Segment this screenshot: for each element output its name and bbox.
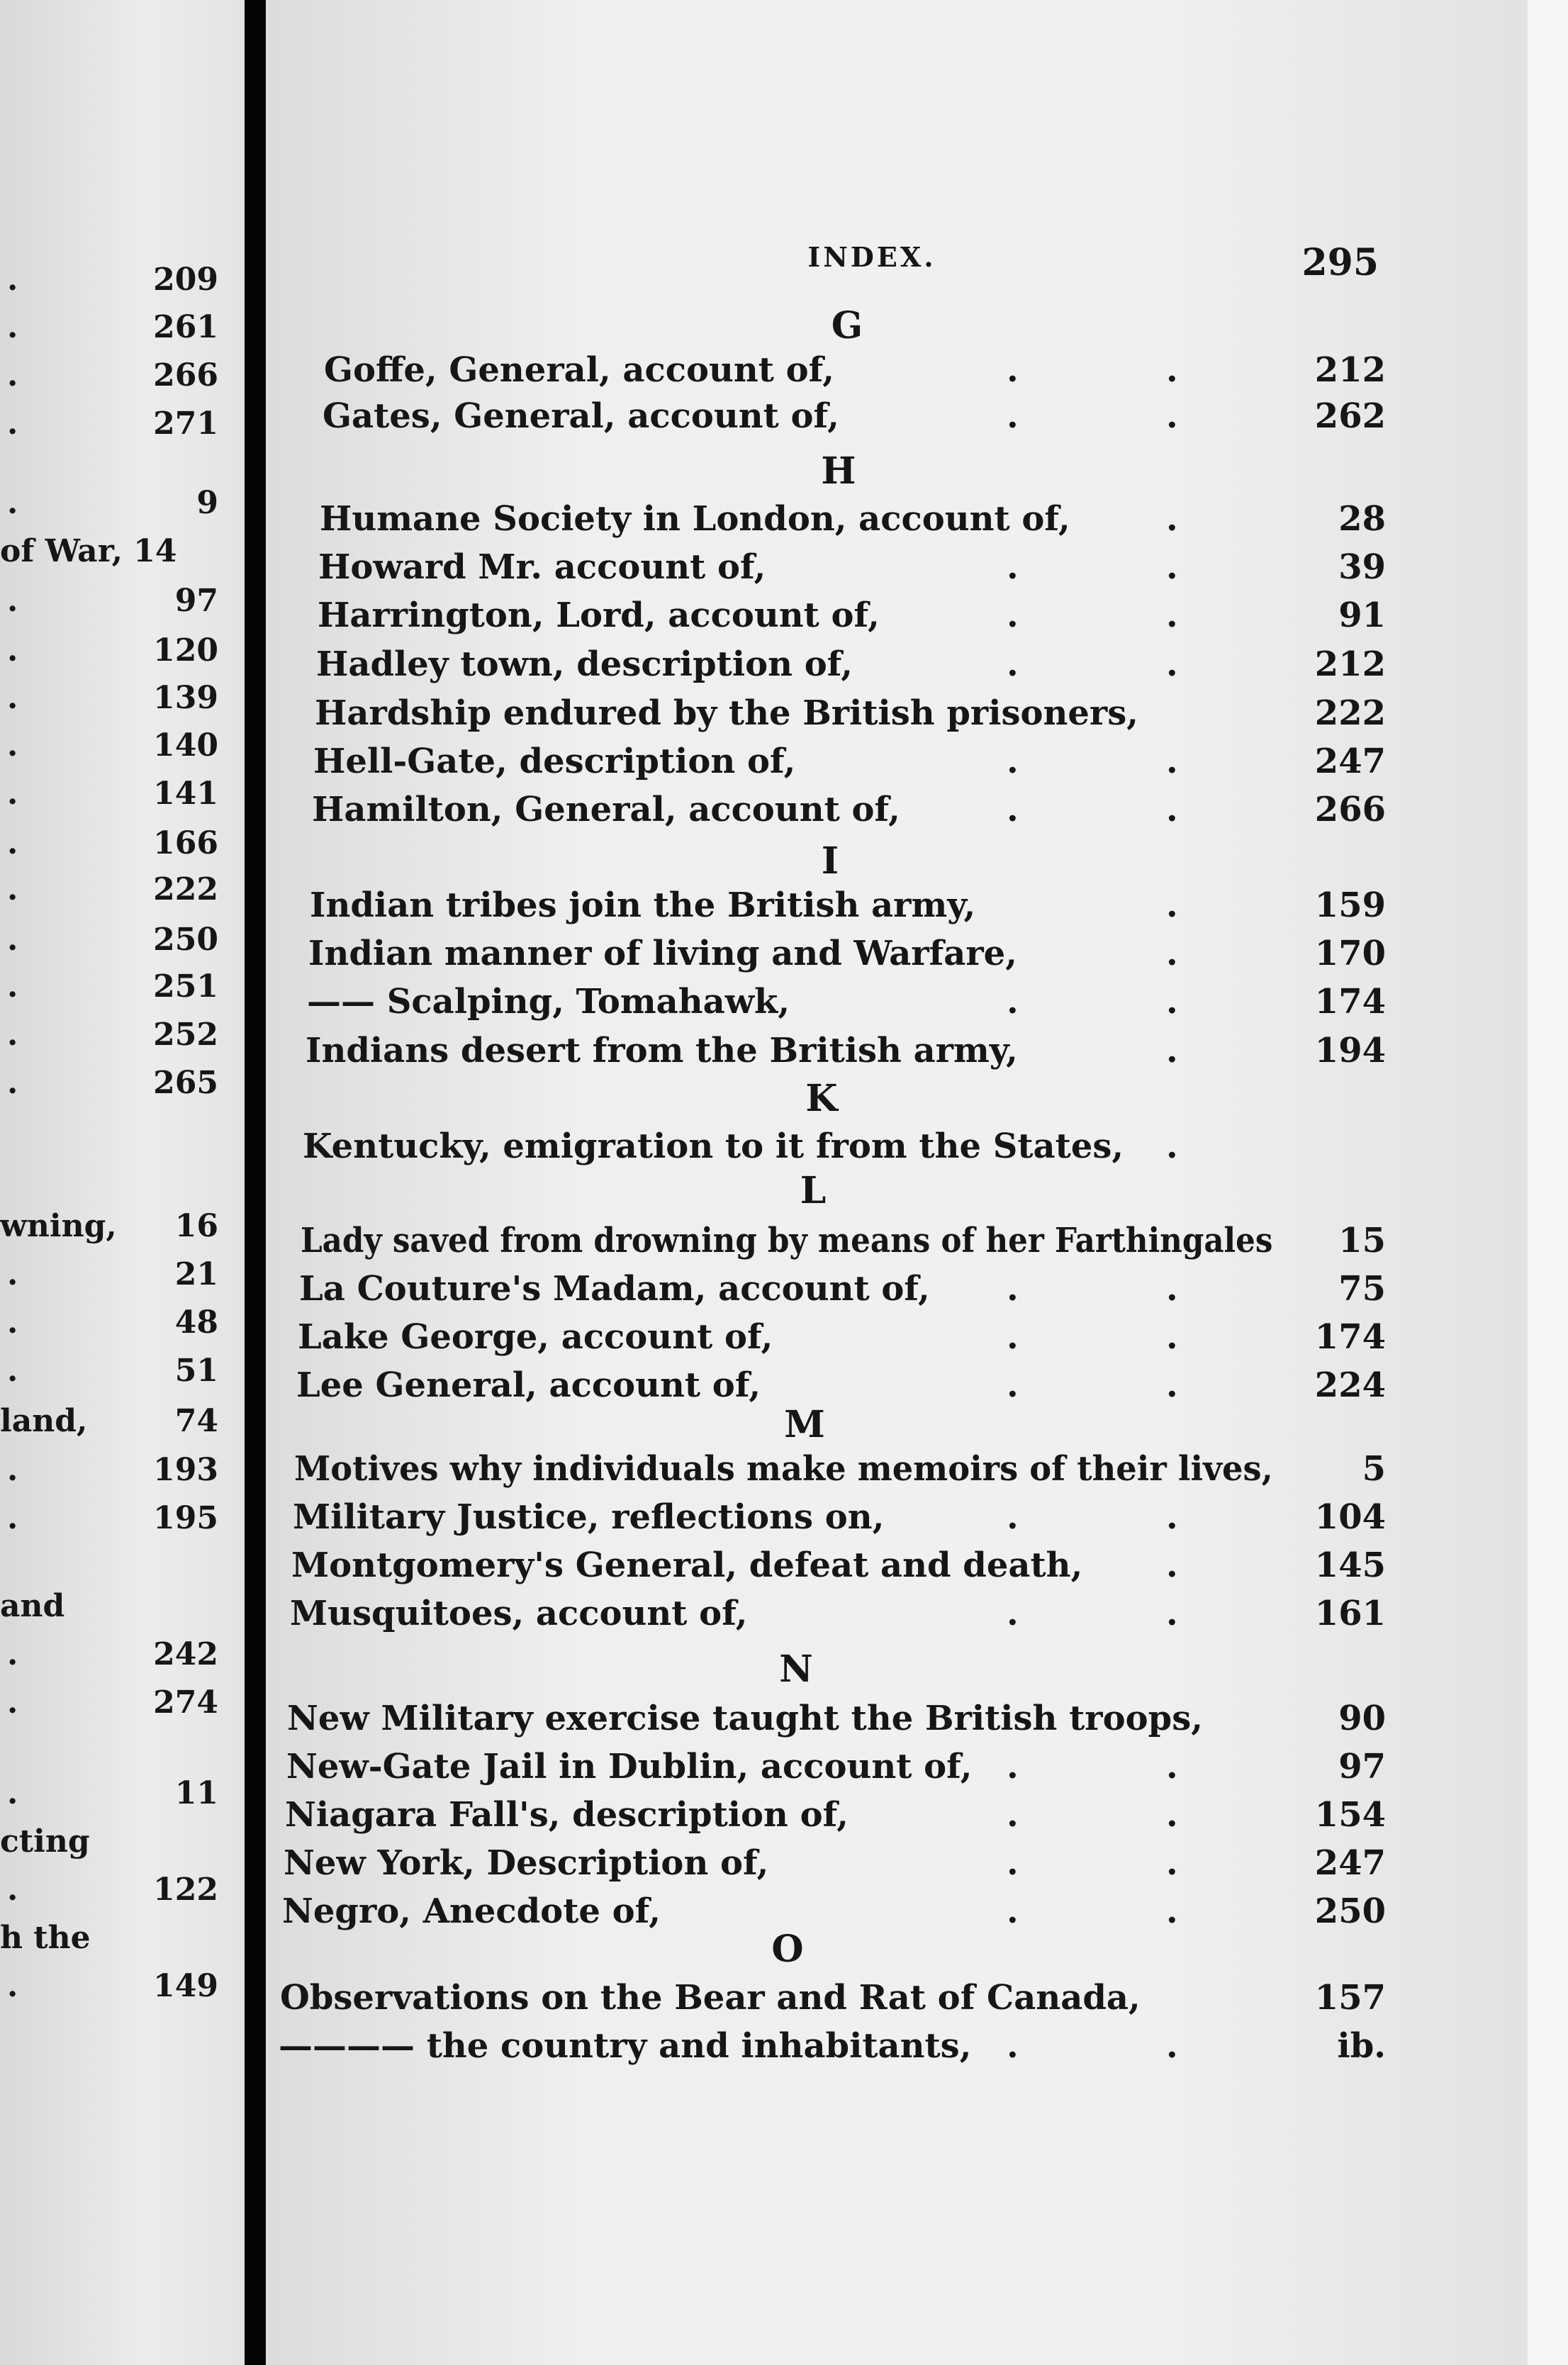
dot-leader: .	[1007, 742, 1019, 781]
left-row-leader: .	[7, 1968, 18, 2004]
index-entry	[298, 1314, 1393, 1360]
left-index-row	[0, 259, 234, 301]
index-entry	[294, 1446, 1393, 1492]
dot-leader: .	[1166, 790, 1178, 829]
left-index-row	[0, 530, 234, 573]
index-entry-text: Hardship endured by the British prisoners,	[315, 693, 1138, 733]
left-index-row	[0, 1772, 234, 1815]
index-entry-page: 97	[1338, 1747, 1386, 1787]
index-entry-text: Lee General, account of,	[296, 1365, 761, 1405]
dot-leader: .	[1166, 644, 1178, 684]
index-entry-page: 247	[1314, 742, 1386, 781]
left-row-page: 97	[174, 583, 218, 619]
index-entry-page: 91	[1338, 596, 1386, 635]
index-entry-page: 170	[1314, 934, 1386, 973]
left-facing-page	[0, 0, 245, 2365]
index-entry-text: Humane Society in London, account of,	[320, 499, 1070, 539]
left-row-text: wning,	[0, 1208, 117, 1244]
left-row-leader: .	[7, 871, 18, 907]
dot-leader: .	[1166, 547, 1178, 587]
left-row-text: of War, 14	[0, 533, 177, 569]
index-entry-page: 222	[1314, 693, 1386, 733]
dot-leader: .	[1166, 1031, 1178, 1070]
left-row-leader: .	[7, 583, 18, 619]
left-row-leader: .	[7, 1872, 18, 1908]
left-row-leader: .	[7, 776, 18, 812]
index-entry-text: Hell-Gate, description of,	[313, 742, 796, 781]
running-head: INDEX.	[807, 241, 936, 273]
left-index-row	[0, 1350, 234, 1392]
left-index-row	[0, 306, 234, 349]
dot-leader: .	[1166, 1269, 1178, 1309]
left-row-leader: .	[7, 1017, 18, 1053]
left-row-page: 222	[153, 871, 218, 907]
index-entry	[320, 496, 1393, 542]
left-index-row	[0, 1965, 234, 2008]
index-entry	[324, 347, 1393, 393]
index-entry	[306, 1028, 1393, 1073]
index-entry-page: 39	[1338, 547, 1386, 587]
left-row-page: 122	[153, 1872, 218, 1908]
index-entry-page: 174	[1314, 982, 1386, 1022]
index-entry-text: Montgomery's General, defeat and death,	[291, 1545, 1083, 1585]
index-entry-page: 250	[1314, 1891, 1386, 1931]
dot-leader: .	[1166, 2026, 1178, 2066]
index-entry-page: 266	[1314, 790, 1386, 829]
left-index-row	[0, 1497, 234, 1540]
left-index-row	[0, 966, 234, 1008]
index-entry	[290, 1591, 1393, 1636]
index-entry-text: Niagara Fall's, description of,	[285, 1795, 849, 1835]
left-row-leader: .	[7, 406, 18, 442]
index-page	[266, 0, 1528, 2365]
index-entry-text: Indian manner of living and Warfare,	[308, 934, 1017, 973]
dot-leader: .	[1007, 1594, 1019, 1633]
book-gutter	[245, 0, 266, 2365]
index-entry-text: New York, Description of,	[284, 1843, 769, 1883]
page-edge	[1528, 0, 1568, 2365]
left-index-row	[0, 1014, 234, 1056]
left-row-page: 21	[174, 1256, 218, 1292]
index-entry-text: Gates, General, account of,	[323, 396, 839, 436]
index-entry-text: —— Scalping, Tomahawk,	[307, 982, 790, 1022]
dot-leader: .	[1007, 1795, 1019, 1835]
left-row-page: 242	[153, 1636, 218, 1672]
dot-leader: .	[1007, 350, 1019, 390]
index-entry-page: 90	[1338, 1699, 1386, 1738]
left-row-page: 139	[153, 680, 218, 716]
index-entry-text: Kentucky, emigration to it from the States,	[303, 1126, 1124, 1166]
index-entry-page: 161	[1314, 1594, 1386, 1633]
index-entry-page: 194	[1314, 1031, 1386, 1070]
left-row-leader: .	[7, 1636, 18, 1672]
left-row-page: 266	[153, 357, 218, 393]
left-row-leader: .	[7, 922, 18, 958]
index-entry-page: 28	[1338, 499, 1386, 539]
left-index-row	[0, 1253, 234, 1296]
left-row-page: 271	[153, 406, 218, 442]
index-entry	[315, 691, 1393, 736]
left-row-leader: .	[7, 357, 18, 393]
left-row-leader: .	[7, 680, 18, 716]
left-row-leader: .	[7, 968, 18, 1005]
left-index-row	[0, 1062, 234, 1105]
dot-leader: .	[1166, 1891, 1178, 1931]
index-entry-page: 224	[1314, 1365, 1386, 1405]
index-entry-text: ———— the country and inhabitants,	[279, 2026, 972, 2066]
dot-leader: .	[1007, 1891, 1019, 1931]
left-row-page: 265	[153, 1065, 218, 1101]
left-row-text: cting	[0, 1823, 90, 1860]
left-row-leader: .	[7, 1500, 18, 1536]
index-entry	[293, 1494, 1393, 1540]
index-entry-page: 212	[1314, 350, 1386, 390]
left-row-leader: .	[7, 262, 18, 298]
index-entry-text: Motives why individuals make memoirs of their lives,	[294, 1449, 1273, 1489]
index-entry-text: Indian tribes join the British army,	[310, 885, 976, 925]
index-entry	[308, 931, 1393, 976]
left-row-page: 252	[153, 1017, 218, 1053]
left-index-row	[0, 354, 234, 397]
index-entry-text: Negro, Anecdote of,	[282, 1891, 661, 1931]
left-row-page: 149	[153, 1968, 218, 2004]
left-row-page: 120	[153, 632, 218, 669]
section-letter: K	[805, 1077, 838, 1120]
dot-leader: .	[1166, 1317, 1178, 1357]
index-entry-text: Observations on the Bear and Rat of Canada,	[280, 1978, 1141, 2018]
dot-leader: .	[1166, 1747, 1178, 1787]
section-letter: H	[821, 449, 856, 493]
index-entry	[323, 393, 1393, 439]
left-index-row	[0, 822, 234, 865]
index-entry-text: Hamilton, General, account of,	[312, 790, 900, 829]
dot-leader: .	[1166, 350, 1178, 390]
dot-leader: .	[1007, 790, 1019, 829]
index-entry-page: 247	[1314, 1843, 1386, 1883]
left-index-row	[0, 630, 234, 672]
left-index-row	[0, 677, 234, 720]
index-entry-text: Military Justice, reflections on,	[293, 1497, 885, 1537]
left-row-page: 51	[174, 1353, 218, 1389]
left-index-row	[0, 403, 234, 445]
dot-leader: .	[1007, 1843, 1019, 1883]
index-entry-page: 5	[1362, 1449, 1386, 1489]
index-entry-page: 154	[1314, 1795, 1386, 1835]
index-entry-page: 145	[1314, 1545, 1386, 1585]
left-row-page: 141	[153, 776, 218, 812]
dot-leader: .	[1166, 1795, 1178, 1835]
dot-leader: .	[1166, 1497, 1178, 1537]
index-entry-page: ib.	[1337, 2026, 1386, 2066]
index-entry-text: Lady saved from drowning by means of her Farthingales	[301, 1221, 1273, 1260]
left-row-page: 48	[174, 1304, 218, 1341]
index-entry-text: Goffe, General, account of,	[324, 350, 834, 390]
dot-leader: .	[1166, 499, 1178, 539]
dot-leader: .	[1007, 1497, 1019, 1537]
index-entry-page: 174	[1314, 1317, 1386, 1357]
dot-leader: .	[1166, 1365, 1178, 1405]
section-letter: L	[800, 1169, 827, 1212]
left-row-leader: .	[7, 825, 18, 861]
dot-leader: .	[1007, 982, 1019, 1022]
left-index-row	[0, 868, 234, 911]
index-entry	[301, 1218, 1393, 1263]
index-entry-page: 15	[1338, 1221, 1386, 1260]
dot-leader: .	[1166, 1545, 1178, 1585]
left-index-row	[0, 1869, 234, 1911]
index-entry-text: Howard Mr. account of,	[318, 547, 766, 587]
dot-leader: .	[1007, 1269, 1019, 1309]
index-entry-text: La Couture's Madam, account of,	[299, 1269, 930, 1309]
index-entry	[287, 1696, 1393, 1741]
left-row-page: 140	[153, 727, 218, 764]
index-entry	[303, 1124, 1393, 1169]
left-index-row	[0, 1205, 234, 1248]
left-index-row	[0, 725, 234, 767]
left-row-page: 274	[153, 1684, 218, 1721]
index-entry	[312, 787, 1393, 832]
index-entry	[318, 544, 1393, 590]
section-letter: N	[779, 1648, 813, 1691]
dot-leader: .	[1007, 2026, 1019, 2066]
dot-leader: .	[1007, 396, 1019, 436]
index-entry	[310, 883, 1393, 928]
left-row-leader: .	[7, 1353, 18, 1389]
dot-leader: .	[1166, 742, 1178, 781]
index-entry	[284, 1840, 1393, 1886]
index-entry-text: Hadley town, description of,	[316, 644, 853, 684]
left-index-row	[0, 919, 234, 961]
dot-leader: .	[1166, 934, 1178, 973]
dot-leader: .	[1007, 1747, 1019, 1787]
index-entry-text: New-Gate Jail in Dublin, account of,	[286, 1747, 973, 1787]
index-entry-page: 75	[1338, 1269, 1386, 1309]
left-index-row	[0, 1302, 234, 1344]
left-row-page: 11	[174, 1775, 218, 1811]
index-entry-text: Harrington, Lord, account of,	[318, 596, 880, 635]
left-index-row	[0, 1585, 234, 1628]
index-entry-page: 262	[1314, 396, 1386, 436]
left-row-leader: .	[7, 1452, 18, 1488]
left-row-leader: .	[7, 1256, 18, 1292]
dot-leader: .	[1007, 644, 1019, 684]
left-row-leader: .	[7, 632, 18, 669]
index-entry	[291, 1543, 1393, 1588]
dot-leader: .	[1166, 1126, 1178, 1166]
index-entry	[286, 1744, 1393, 1789]
index-entry	[316, 642, 1393, 687]
index-entry-page: 212	[1314, 644, 1386, 684]
index-entry	[279, 2023, 1393, 2069]
left-row-page: 250	[153, 922, 218, 958]
left-index-row	[0, 580, 234, 622]
left-index-row	[0, 1917, 234, 1959]
dot-leader: .	[1166, 1594, 1178, 1633]
index-entry	[307, 979, 1393, 1024]
left-row-leader: .	[7, 309, 18, 345]
left-row-page: 209	[153, 262, 218, 298]
left-index-row	[0, 773, 234, 815]
left-index-row	[0, 1821, 234, 1863]
left-row-page: 261	[153, 309, 218, 345]
section-letter: M	[784, 1403, 825, 1446]
left-row-leader: .	[7, 1065, 18, 1101]
index-entry-page: 157	[1314, 1978, 1386, 2018]
index-entry	[282, 1889, 1393, 1934]
section-letter: G	[831, 304, 863, 347]
index-entry-text: Indians desert from the British army,	[306, 1031, 1018, 1070]
index-entry	[296, 1363, 1393, 1408]
index-entry-page: 159	[1314, 885, 1386, 925]
left-index-row	[0, 1449, 234, 1492]
left-index-row	[0, 1400, 234, 1443]
left-row-leader: .	[7, 485, 18, 521]
dot-leader: .	[1007, 1317, 1019, 1357]
left-row-page: 251	[153, 968, 218, 1005]
left-row-page: 166	[153, 825, 218, 861]
index-entry-text: Musquitoes, account of,	[290, 1594, 748, 1633]
left-row-text: h the	[0, 1920, 91, 1956]
index-entry-text: Lake George, account of,	[298, 1317, 773, 1357]
index-entry-text: New Military exercise taught the British troops,	[287, 1699, 1203, 1738]
left-row-text: land,	[0, 1403, 88, 1439]
index-entry	[318, 593, 1393, 638]
left-row-leader: .	[7, 727, 18, 764]
left-row-text: and	[0, 1588, 65, 1624]
left-row-page: 195	[153, 1500, 218, 1536]
left-row-page: 9	[196, 485, 218, 521]
section-letter: O	[771, 1928, 804, 1971]
left-row-page: 74	[174, 1403, 218, 1439]
dot-leader: .	[1007, 596, 1019, 635]
dot-leader: .	[1007, 547, 1019, 587]
dot-leader: .	[1166, 596, 1178, 635]
index-entry	[313, 739, 1393, 784]
index-entry	[285, 1792, 1393, 1838]
left-row-page: 193	[153, 1452, 218, 1488]
section-letter: I	[821, 839, 839, 883]
dot-leader: .	[1166, 982, 1178, 1022]
left-row-leader: .	[7, 1775, 18, 1811]
left-index-row	[0, 1633, 234, 1676]
index-entry	[280, 1975, 1393, 2020]
left-index-row	[0, 1682, 234, 1724]
left-index-row	[0, 482, 234, 525]
index-entry	[299, 1266, 1393, 1312]
left-row-leader: .	[7, 1684, 18, 1721]
dot-leader: .	[1166, 885, 1178, 925]
dot-leader: .	[1007, 1365, 1019, 1405]
dot-leader: .	[1166, 396, 1178, 436]
page-number: 295	[1301, 241, 1379, 284]
left-row-leader: .	[7, 1304, 18, 1341]
index-entry-page: 104	[1314, 1497, 1386, 1537]
left-row-page: 16	[174, 1208, 218, 1244]
dot-leader: .	[1166, 1843, 1178, 1883]
